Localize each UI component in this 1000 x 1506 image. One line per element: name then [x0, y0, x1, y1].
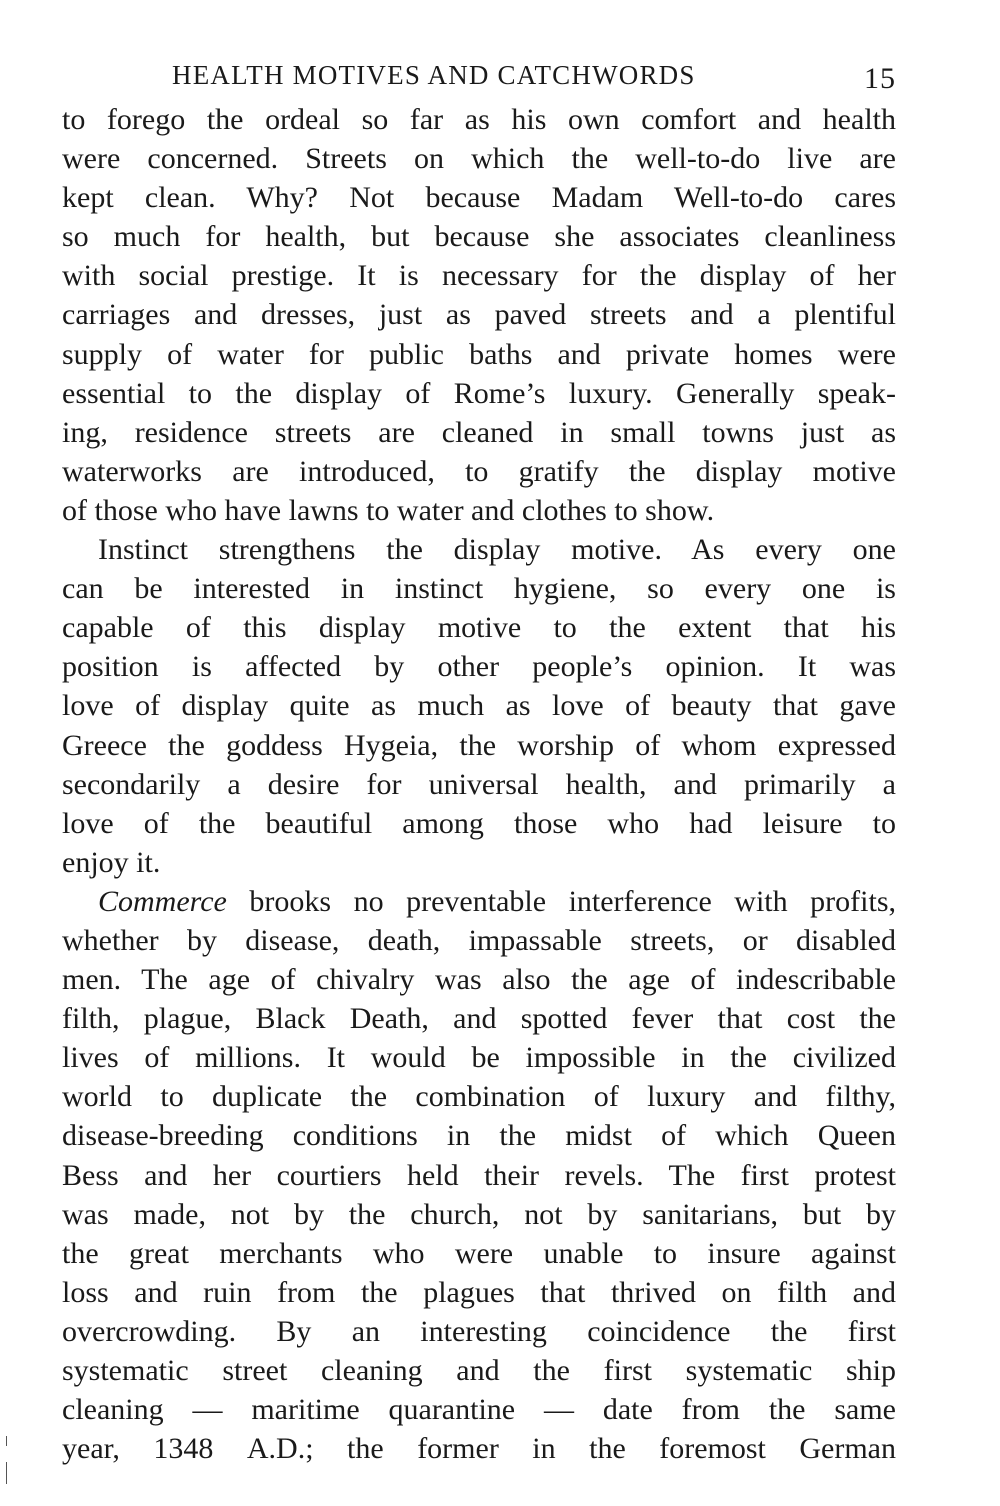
- era-abbreviation: A.D.: [246, 1432, 306, 1466]
- text-span: year, 1348: [62, 1432, 214, 1466]
- running-head: [62, 56, 896, 98]
- text-line: capable of this display motive to the extent that his: [62, 611, 896, 645]
- text-line: disease-breeding conditions in the midst of which Queen: [62, 1119, 896, 1153]
- book-page: [62, 56, 896, 1468]
- text-line: of those who have lawns to water and clothes to show.: [62, 493, 715, 527]
- text-line: supply of water for public baths and private homes were: [62, 337, 896, 371]
- text-line: to forego the ordeal so far as his own comfort and health: [62, 103, 896, 136]
- text-line: cleaning — maritime quarantine — date from the same: [62, 1393, 896, 1427]
- page-number: 15: [864, 62, 896, 95]
- text-line: can be interested in instinct hygiene, so every one is: [62, 572, 896, 606]
- body-text: [62, 100, 896, 1468]
- text-line: ing, residence streets are cleaned in small towns just as: [62, 415, 896, 449]
- text-span: brooks no preventable interference with profits,: [249, 884, 896, 918]
- text-line: overcrowding. By an interesting coincidence the first: [62, 1314, 896, 1348]
- text-line: kept clean. Why? Not because Madam Well-to-do cares: [62, 181, 896, 215]
- text-line: whether by disease, death, impassable streets, or disabled: [62, 923, 896, 957]
- text-line: the great merchants who were unable to insure against: [62, 1236, 896, 1270]
- text-line: [62, 1429, 896, 1468]
- text-line: position is affected by other people’s opinion. It was: [62, 650, 896, 684]
- text-line: Greece the goddess Hygeia, the worship of whom expressed: [62, 728, 896, 762]
- text-line: loss and ruin from the plagues that thrived on filth and: [62, 1275, 896, 1309]
- margin-mark: [6, 1462, 7, 1484]
- text-line: Instinct strengthens the display motive. As every one: [98, 533, 896, 567]
- text-line: secondarily a desire for universal health, and primarily a: [62, 767, 896, 801]
- text-line: world to duplicate the combination of luxury and filthy,: [62, 1080, 896, 1114]
- text-line: with social prestige. It is necessary for the display of her: [62, 259, 896, 293]
- text-line: filth, plague, Black Death, and spotted fever that cost the: [62, 1002, 896, 1036]
- text-line: carriages and dresses, just as paved streets and a plentiful: [62, 298, 896, 332]
- text-line: systematic street cleaning and the first systematic ship: [62, 1354, 896, 1387]
- text-line: Bess and her courtiers held their revels. The first protest: [62, 1158, 896, 1192]
- text-line: love of the beautiful among those who had leisure to: [62, 806, 896, 840]
- margin-mark: [6, 1436, 7, 1446]
- text-line: love of display quite as much as love of beauty that gave: [62, 689, 896, 723]
- text-line: enjoy it.: [62, 845, 161, 879]
- text-line: men. The age of chivalry was also the age of indescribable: [62, 963, 896, 997]
- text-span: ; the former in the foremost German: [305, 1432, 896, 1466]
- italic-word: Commerce: [98, 884, 227, 918]
- text-line: was made, not by the church, not by sanitarians, but by: [62, 1197, 896, 1231]
- text-line: waterworks are introduced, to gratify the display motive: [62, 454, 896, 488]
- text-line: were concerned. Streets on which the well-to-do live are: [62, 142, 896, 176]
- text-line: essential to the display of Rome’s luxury. Generally speak-: [62, 376, 896, 410]
- text-line: so much for health, but because she associates cleanliness: [62, 220, 896, 254]
- running-title: HEALTH MOTIVES AND CATCHWORDS: [172, 60, 696, 90]
- text-line: lives of millions. It would be impossible in the civilized: [62, 1041, 896, 1075]
- text-line: [62, 882, 896, 921]
